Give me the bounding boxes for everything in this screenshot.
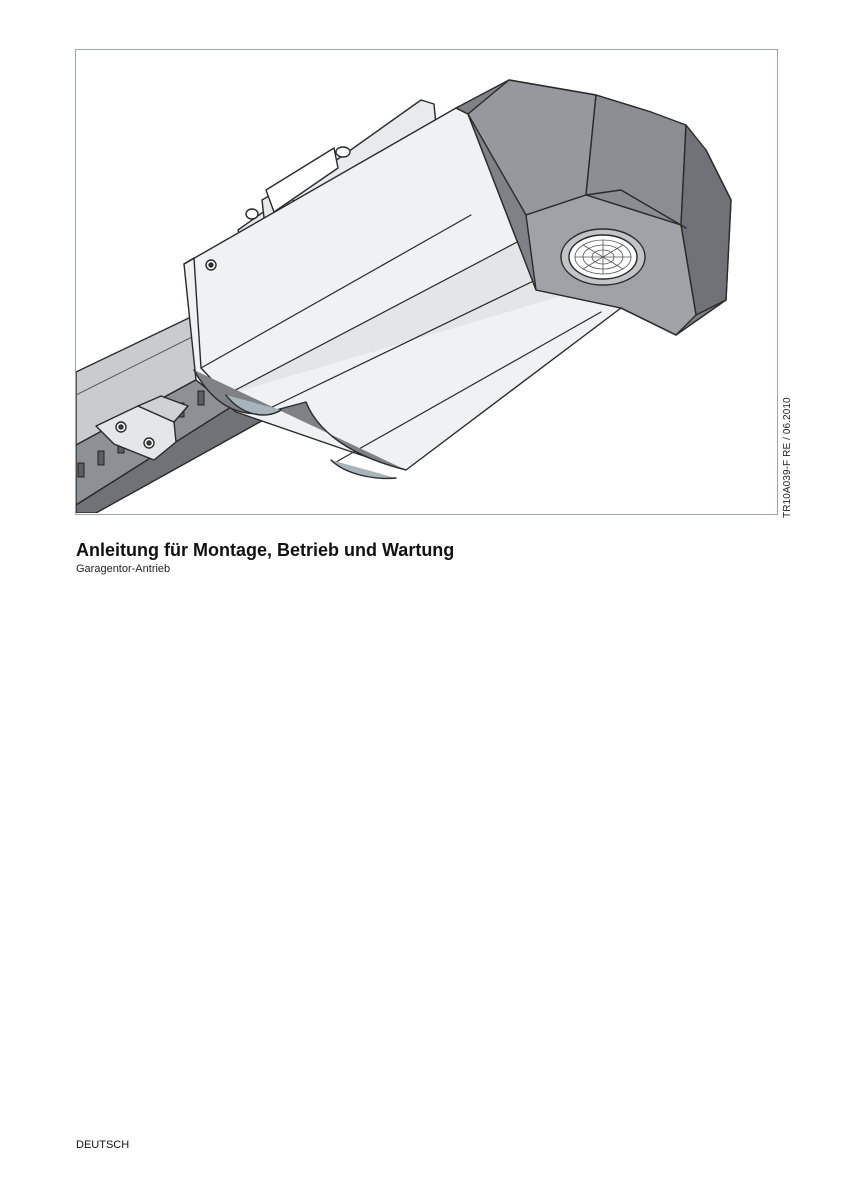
document-subtitle: Garagentor-Antrieb [76, 563, 171, 575]
document-title: Anleitung für Montage, Betrieb und Wartung [76, 540, 455, 560]
language-label: DEUTSCH [76, 1139, 130, 1151]
garage-opener-illustration [76, 50, 776, 513]
document-code: TR10A039-F RE / 06.2010 [782, 397, 793, 518]
product-illustration-frame [75, 49, 778, 515]
